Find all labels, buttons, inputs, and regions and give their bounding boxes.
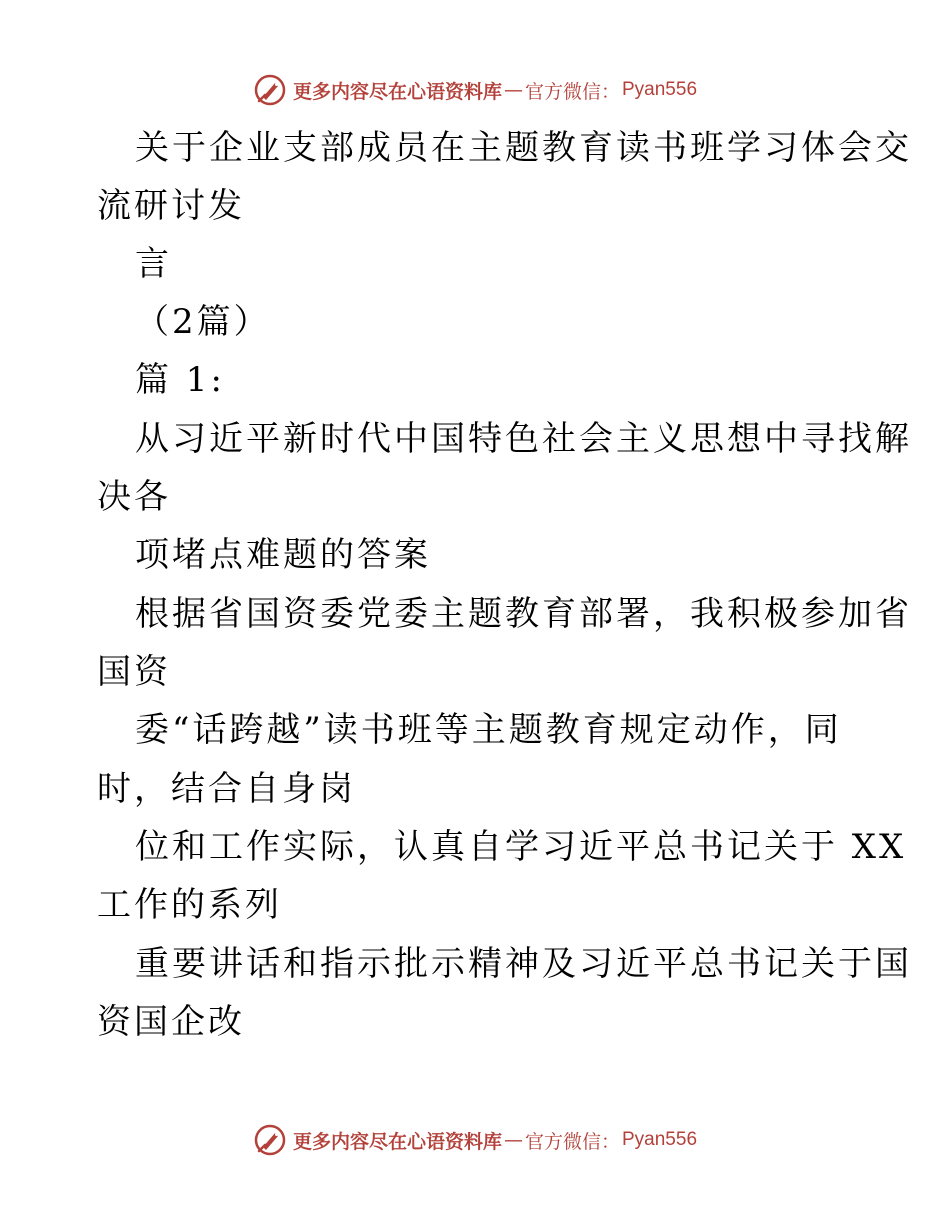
doc-line: 决各 xyxy=(97,477,171,517)
doc-line: 时，结合自身岗 xyxy=(97,769,356,809)
header-separator: — xyxy=(503,79,523,101)
pen-nib-logo-icon xyxy=(253,1123,287,1157)
doc-line: （2篇） xyxy=(135,302,271,342)
doc-line: 根据省国资委党委主题教育部署，我积极参加省 xyxy=(135,594,912,634)
doc-line: 关于企业支部成员在主题教育读书班学习体会交 xyxy=(135,128,912,168)
doc-line: 从习近平新时代中国特色社会主义思想中寻找解 xyxy=(135,419,912,459)
doc-line: 位和工作实际，认真自学习近平总书记关于 XX xyxy=(135,827,907,867)
doc-line: 工作的系列 xyxy=(97,885,282,925)
header-contact-label: 官方微信： xyxy=(524,80,620,103)
doc-line: 项堵点难题的答案 xyxy=(135,535,431,575)
doc-line: 国资 xyxy=(97,652,171,692)
doc-line: 言 xyxy=(135,244,172,284)
header-promo-text: 更多内容尽在心语资料库 xyxy=(292,80,502,103)
doc-line: 流研讨发 xyxy=(97,186,245,226)
doc-line: 资国企改 xyxy=(97,1002,245,1042)
doc-line: 委“话跨越”读书班等主题教育规定动作，同 xyxy=(135,710,842,750)
footer-contact-label: 官方微信： xyxy=(524,1130,620,1153)
header-banner xyxy=(0,70,950,110)
footer-contact-handle: Pyan556 xyxy=(622,1129,698,1150)
footer-banner xyxy=(0,1120,950,1160)
doc-line: 重要讲话和指示批示精神及习近平总书记关于国 xyxy=(135,944,912,984)
pen-nib-logo-icon xyxy=(253,73,287,107)
header-contact-handle: Pyan556 xyxy=(622,79,698,100)
doc-line: 篇 1: xyxy=(135,360,225,400)
footer-separator: — xyxy=(503,1129,523,1151)
footer-promo-text: 更多内容尽在心语资料库 xyxy=(292,1130,502,1153)
